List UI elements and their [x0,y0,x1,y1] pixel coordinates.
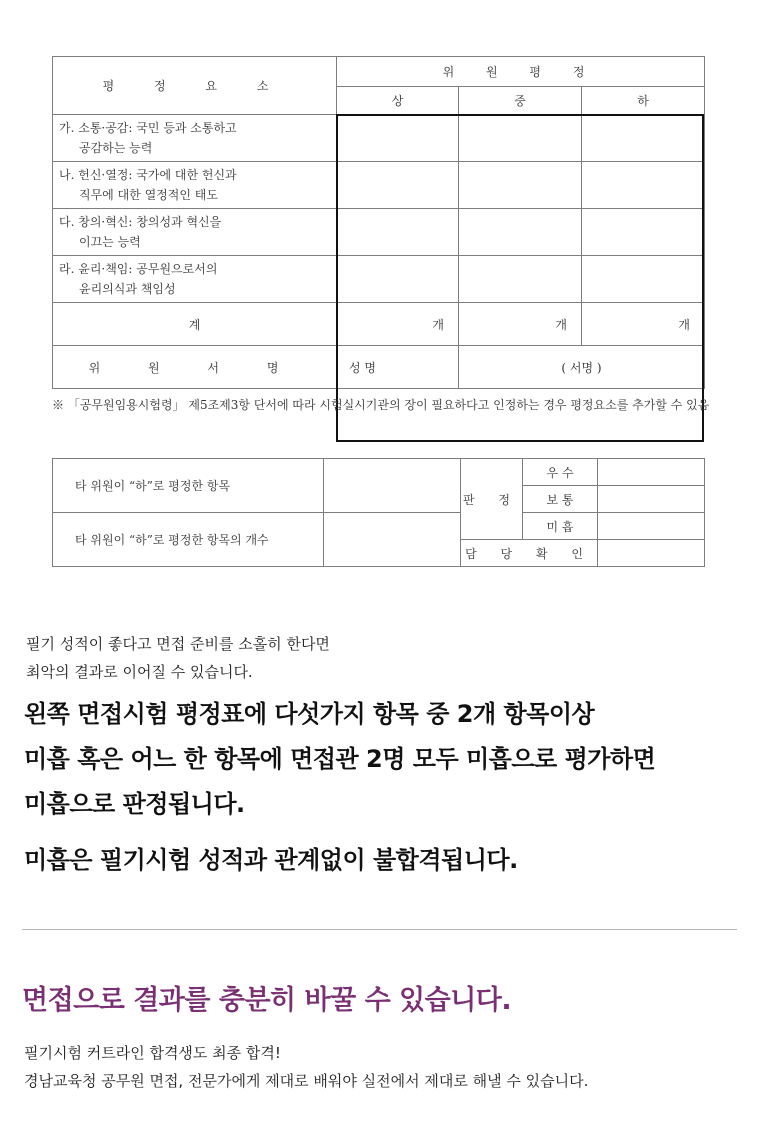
grade-mid: 중 [459,87,582,115]
warning-line: 왼쪽 면접시험 평정표에 다섯가지 항목 중 2개 항목이상 [24,700,595,728]
result-cell [598,459,705,486]
intro-line: 최악의 결과로 이어질 수 있습니다. [26,663,253,681]
eval-item-line: 라. 윤리·책임: 공무원으로서의 [59,262,218,276]
intro-text [26,630,330,686]
intro-line: 필기 성적이 좋다고 면접 준비를 소홀히 한다면 [26,635,330,653]
sum-label: 계 [53,303,337,346]
eval-item-line: 다. 창의·혁신: 창의성과 혁신을 [59,215,222,229]
rating-cell [582,115,705,162]
officer-confirm-cell [598,540,705,567]
eval-item-line: 이끄는 능력 [79,235,141,249]
header-committee-rating: 위 원 평 정 [337,57,705,87]
eval-item-dedication [53,162,337,209]
warning-line: 미흡 혹은 어느 한 항목에 면접관 2명 모두 미흡으로 평가하면 [24,745,656,773]
rating-cell [337,256,459,303]
headline: 면접으로 결과를 충분히 바꿀 수 있습니다. [22,985,512,1016]
result-cell [598,486,705,513]
signature-label: 위 원 서 명 [53,346,337,389]
judgement-label: 판 정 [461,459,523,540]
eval-item-line: 공감하는 능력 [79,141,153,155]
eval-item-innovation [53,209,337,256]
low-rated-count-label: 타 위원이 “하”로 평정한 항목의 개수 [53,513,324,567]
count-low: 개 [582,303,705,346]
eval-item-line: 가. 소통·공감: 국민 등과 소통하고 [59,121,237,135]
eval-item-line: 직무에 대한 열정적인 태도 [79,188,218,202]
rating-cell [459,162,582,209]
outro-line: 필기시험 커트라인 합격생도 최종 합격! [24,1044,281,1062]
grade-high: 상 [337,87,459,115]
evaluation-form [52,56,704,389]
result-cell [598,513,705,540]
grade-low: 하 [582,87,705,115]
rating-cell [459,115,582,162]
rating-cell [459,256,582,303]
low-rated-count-value [324,513,461,567]
result-excellent: 우 수 [523,459,598,486]
eval-item-line: 나. 헌신·열정: 국가에 대한 헌신과 [59,168,237,182]
rating-cell [582,209,705,256]
evaluation-table [52,56,705,389]
eval-item-line: 윤리의식과 책임성 [79,282,176,296]
low-rated-items-value [324,459,461,513]
rating-cell [582,256,705,303]
count-high: 개 [337,303,459,346]
section-divider [22,929,737,930]
rating-cell [337,162,459,209]
result-insufficient: 미 흡 [523,513,598,540]
form-footnote: ※ 「공무원임용시험령」 제5조제3항 단서에 따라 시험실시기관의 장이 필요하다고 인정하는 경우 평정요소를 추가할 수 있음 [52,398,710,412]
rating-cell [582,162,705,209]
rating-cell [337,209,459,256]
rating-cell [337,115,459,162]
low-rated-items-label: 타 위원이 “하”로 평정한 항목 [53,459,324,513]
signature-name-label: 성 명 [337,346,459,389]
eval-item-communication [53,115,337,162]
outro-text [24,1039,588,1095]
judgement-table [52,458,705,567]
header-eval-factors: 평 정 요 소 [53,57,337,115]
eval-item-ethics [53,256,337,303]
warning-text [24,692,655,827]
rating-cell [459,209,582,256]
count-mid: 개 [459,303,582,346]
outro-line: 경남교육청 공무원 면접, 전문가에게 제대로 배워야 실전에서 제대로 해낼 수 있습니다. [24,1072,589,1090]
officer-confirm-label: 담 당 확 인 [461,540,598,567]
signature-seal: ( 서명 ) [459,346,705,389]
warning-line: 미흡으로 판정됩니다. [24,790,245,818]
fail-notice: 미흡은 필기시험 성적과 관계없이 불합격됩니다. [24,846,518,874]
result-normal: 보 통 [523,486,598,513]
